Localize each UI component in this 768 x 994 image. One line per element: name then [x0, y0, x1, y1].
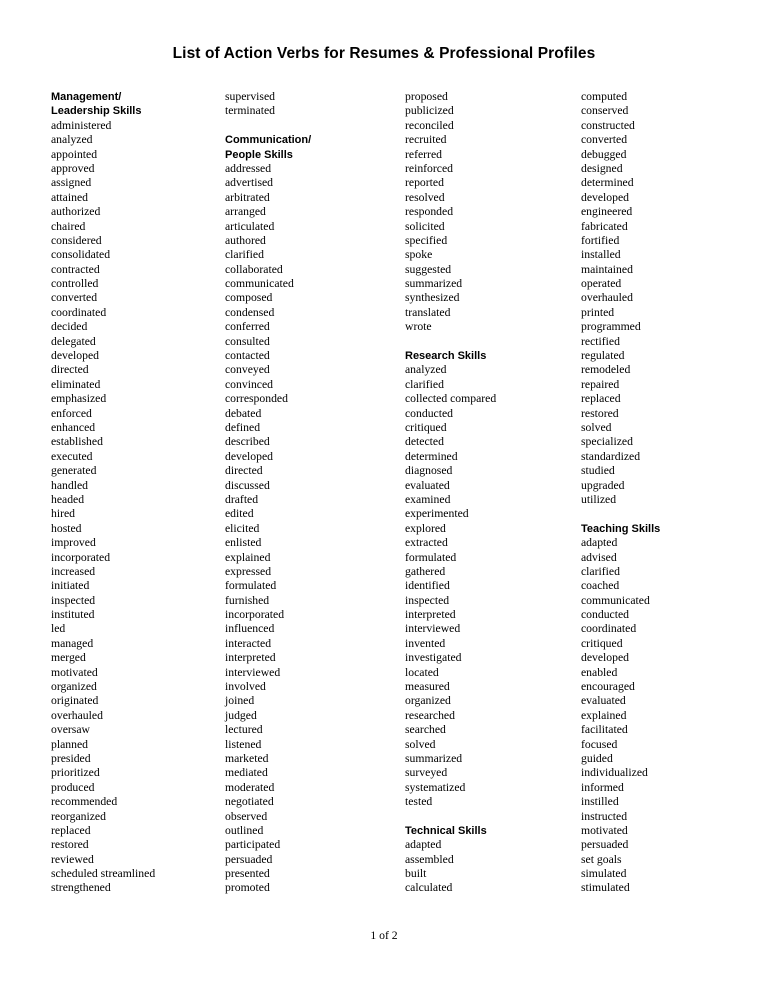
verb-item: interpreted — [405, 608, 456, 622]
verb-item: invented — [405, 636, 446, 650]
verb-item: instituted — [51, 608, 95, 622]
verb-item: printed — [581, 305, 615, 319]
verb-item: instructed — [581, 809, 628, 823]
verb-column-2 — [225, 90, 311, 896]
verb-item: increased — [51, 564, 96, 578]
verb-item: collaborated — [225, 262, 283, 276]
verb-item: replaced — [581, 392, 621, 406]
verb-item: participated — [225, 838, 281, 852]
verb-item: reinforced — [405, 161, 454, 175]
verb-item: explained — [225, 550, 271, 564]
verb-item: specialized — [581, 435, 633, 449]
verb-item: consulted — [225, 334, 270, 348]
verb-item: simulated — [581, 867, 627, 881]
verb-item: edited — [225, 507, 254, 521]
verb-item: discussed — [225, 478, 270, 492]
verb-item: fabricated — [581, 219, 628, 233]
verb-item: engineered — [581, 205, 633, 219]
section-header: Research Skills — [405, 350, 487, 363]
verb-item: summarized — [405, 751, 463, 765]
verb-item: developed — [225, 449, 274, 463]
verb-item: developed — [581, 651, 630, 665]
verb-item: guided — [581, 751, 613, 765]
verb-item: specified — [405, 233, 448, 247]
verb-item: experimented — [405, 507, 469, 521]
verb-item: solicited — [405, 219, 445, 233]
verb-item: joined — [225, 694, 255, 708]
verb-item: conferred — [225, 320, 270, 334]
verb-item: improved — [51, 536, 96, 550]
verb-item: marketed — [225, 751, 269, 765]
verb-item: determined — [405, 449, 458, 463]
verb-item: negotiated — [225, 795, 274, 809]
verb-item: attained — [51, 190, 88, 204]
verb-item: organized — [405, 694, 451, 708]
verb-item: appointed — [51, 147, 98, 161]
verb-item: emphasized — [51, 392, 107, 406]
verb-item: produced — [51, 780, 95, 794]
verb-item: hosted — [51, 521, 82, 535]
verb-item: executed — [51, 449, 93, 463]
verb-item: composed — [225, 291, 273, 305]
verb-item: interviewed — [405, 622, 461, 636]
verb-item: designed — [581, 161, 623, 175]
verb-item: adapted — [581, 536, 618, 550]
verb-item: corresponded — [225, 392, 288, 406]
verb-item: recommended — [51, 795, 118, 809]
verb-item: programmed — [581, 320, 641, 334]
verb-item: reported — [405, 176, 444, 190]
verb-item: summarized — [405, 277, 463, 291]
verb-item: inspected — [51, 593, 96, 607]
verb-item: persuaded — [225, 852, 273, 866]
verb-item: articulated — [225, 219, 275, 233]
verb-item: managed — [51, 636, 94, 650]
verb-item: rectified — [581, 334, 620, 348]
verb-item: identified — [405, 579, 450, 593]
verb-item: investigated — [405, 651, 462, 665]
verb-item: communicated — [225, 277, 294, 291]
verb-item: overhauled — [51, 708, 103, 722]
verb-item: constructed — [581, 118, 635, 132]
verb-item: collected compared — [405, 392, 497, 406]
verb-item: proposed — [405, 90, 448, 103]
verb-column-3 — [405, 90, 496, 896]
verb-item: evaluated — [405, 478, 450, 492]
verb-item: considered — [51, 233, 102, 247]
verb-item: prioritized — [51, 766, 100, 780]
verb-item: hired — [51, 507, 76, 521]
verb-item: supervised — [225, 90, 275, 103]
verb-item: analyzed — [51, 133, 93, 147]
verb-column-1 — [51, 90, 155, 896]
verb-item: critiqued — [405, 420, 447, 434]
verb-item: lectured — [225, 723, 263, 737]
verb-item: organized — [51, 680, 97, 694]
verb-item: administered — [51, 118, 112, 132]
verb-item: directed — [51, 363, 89, 377]
verb-item: resolved — [405, 190, 445, 204]
verb-item: encouraged — [581, 680, 635, 694]
verb-item: chaired — [51, 219, 86, 233]
verb-item: surveyed — [405, 766, 448, 780]
verb-item: informed — [581, 780, 624, 794]
verb-item: expressed — [225, 564, 272, 578]
verb-item: examined — [405, 492, 451, 506]
verb-item: interviewed — [225, 665, 281, 679]
verb-item: assembled — [405, 852, 454, 866]
verb-item: generated — [51, 464, 97, 478]
verb-item: gathered — [405, 564, 446, 578]
verb-item: advertised — [225, 176, 274, 190]
verb-item: facilitated — [581, 723, 628, 737]
verb-item: publicized — [405, 104, 454, 118]
verb-item: computed — [581, 90, 628, 103]
verb-item: headed — [51, 492, 85, 506]
verb-item: convinced — [225, 377, 274, 391]
verb-item: formulated — [225, 579, 277, 593]
verb-item: adapted — [405, 838, 442, 852]
verb-item: individualized — [581, 766, 648, 780]
verb-item: standardized — [581, 449, 641, 463]
verb-item: determined — [581, 176, 634, 190]
verb-item: set goals — [581, 852, 622, 866]
verb-item: consolidated — [51, 248, 111, 262]
verb-item: spoke — [405, 248, 433, 262]
verb-item: debugged — [581, 147, 627, 161]
verb-item: recruited — [405, 133, 447, 147]
verb-item: authorized — [51, 205, 101, 219]
verb-item: formulated — [405, 550, 457, 564]
verb-item: defined — [225, 420, 261, 434]
section-header: People Skills — [225, 148, 293, 161]
section-header: Leadership Skills — [51, 105, 142, 118]
verb-item: outlined — [225, 823, 264, 837]
verb-item: developed — [581, 190, 630, 204]
verb-item: solved — [405, 737, 436, 751]
verb-column-4 — [581, 90, 660, 896]
page-number: 1 of 2 — [370, 929, 398, 942]
spacer — [581, 507, 660, 521]
verb-item: furnished — [225, 593, 270, 607]
verb-item: explained — [581, 708, 627, 722]
verb-item: described — [225, 435, 270, 449]
verb-item: restored — [581, 406, 619, 420]
verb-item: judged — [225, 708, 257, 722]
verb-item: critiqued — [581, 636, 623, 650]
verb-item: coordinated — [581, 622, 637, 636]
verb-item: conserved — [581, 104, 629, 118]
verb-item: located — [405, 665, 439, 679]
verb-item: maintained — [581, 262, 633, 276]
section-header: Teaching Skills — [581, 522, 661, 535]
verb-item: controlled — [51, 277, 99, 291]
verb-item: replaced — [51, 823, 91, 837]
verb-item: measured — [405, 680, 450, 694]
verb-item: reviewed — [51, 852, 94, 866]
verb-item: led — [51, 622, 66, 636]
verb-item: interpreted — [225, 651, 276, 665]
verb-item: delegated — [51, 334, 96, 348]
verb-item: searched — [405, 723, 446, 737]
verb-item: analyzed — [405, 363, 447, 377]
verb-item: authored — [225, 233, 266, 247]
verb-item: referred — [405, 147, 442, 161]
verb-item: involved — [225, 680, 266, 694]
verb-item: condensed — [225, 305, 275, 319]
verb-item: developed — [51, 349, 100, 363]
verb-item: established — [51, 435, 103, 449]
verb-item: utilized — [581, 492, 617, 506]
verb-item: scheduled streamlined — [51, 867, 156, 881]
verb-item: wrote — [405, 320, 432, 334]
spacer — [405, 335, 496, 349]
verb-item: installed — [581, 248, 621, 262]
verb-item: persuaded — [581, 838, 629, 852]
verb-item: contracted — [51, 262, 100, 276]
verb-item: clarified — [225, 248, 264, 262]
verb-item: restored — [51, 838, 89, 852]
verb-item: listened — [225, 737, 262, 751]
verb-item: drafted — [225, 492, 259, 506]
verb-item: tested — [405, 795, 433, 809]
verb-item: promoted — [225, 881, 270, 895]
verb-item: initiated — [51, 579, 90, 593]
verb-item: originated — [51, 694, 99, 708]
verb-item: influenced — [225, 622, 275, 636]
verb-item: calculated — [405, 881, 453, 895]
verb-item: synthesized — [405, 291, 460, 305]
verb-item: solved — [581, 420, 612, 434]
verb-item: merged — [51, 651, 86, 665]
verb-item: built — [405, 867, 427, 881]
verb-item: diagnosed — [405, 464, 453, 478]
verb-item: studied — [581, 464, 615, 478]
verb-item: enhanced — [51, 420, 96, 434]
verb-item: conveyed — [225, 363, 270, 377]
verb-item: conducted — [405, 406, 454, 420]
verb-item: handled — [51, 478, 88, 492]
verb-item: responded — [405, 205, 454, 219]
verb-item: planned — [51, 737, 88, 751]
verb-item: translated — [405, 305, 451, 319]
verb-item: mediated — [225, 766, 268, 780]
page-title: List of Action Verbs for Resumes & Professional Profiles — [172, 45, 596, 62]
verb-item: enforced — [51, 406, 92, 420]
verb-item: presided — [51, 751, 91, 765]
verb-item: oversaw — [51, 723, 90, 737]
verb-item: focused — [581, 737, 618, 751]
verb-item: converted — [51, 291, 98, 305]
verb-item: moderated — [225, 780, 275, 794]
verb-item: systematized — [405, 780, 466, 794]
verb-item: presented — [225, 867, 270, 881]
verb-item: regulated — [581, 349, 625, 363]
verb-item: instilled — [581, 795, 619, 809]
verb-item: observed — [225, 809, 268, 823]
verb-item: assigned — [51, 176, 92, 190]
verb-item: remodeled — [581, 363, 631, 377]
spacer — [225, 119, 311, 133]
verb-item: evaluated — [581, 694, 626, 708]
verb-item: clarified — [581, 564, 620, 578]
verb-item: incorporated — [51, 550, 111, 564]
verb-item: overhauled — [581, 291, 633, 305]
verb-item: approved — [51, 161, 95, 175]
verb-item: inspected — [405, 593, 450, 607]
verb-item: detected — [405, 435, 444, 449]
section-header: Communication/ — [225, 134, 312, 147]
verb-item: clarified — [405, 377, 444, 391]
verb-item: upgraded — [581, 478, 625, 492]
verb-item: terminated — [225, 104, 275, 118]
section-header: Technical Skills — [405, 824, 487, 837]
verb-item: enabled — [581, 665, 618, 679]
spacer — [405, 810, 496, 824]
verb-item: conducted — [581, 608, 630, 622]
verb-item: motivated — [581, 823, 628, 837]
verb-item: explored — [405, 521, 446, 535]
verb-item: motivated — [51, 665, 98, 679]
verb-item: extracted — [405, 536, 448, 550]
verb-item: stimulated — [581, 881, 630, 895]
verb-item: contacted — [225, 349, 270, 363]
verb-item: reconciled — [405, 118, 454, 132]
section-header: Management/ — [51, 91, 122, 103]
verb-item: repaired — [581, 377, 620, 391]
verb-item: researched — [405, 708, 455, 722]
verb-item: strengthened — [51, 881, 111, 895]
verb-item: directed — [225, 464, 263, 478]
verb-item: fortified — [581, 233, 620, 247]
verb-item: coached — [581, 579, 620, 593]
verb-item: arranged — [225, 205, 266, 219]
verb-item: coordinated — [51, 305, 107, 319]
verb-item: suggested — [405, 262, 452, 276]
verb-item: incorporated — [225, 608, 285, 622]
verb-item: debated — [225, 406, 262, 420]
verb-item: converted — [581, 133, 628, 147]
verb-item: advised — [581, 550, 617, 564]
verb-item: operated — [581, 277, 622, 291]
verb-item: communicated — [581, 593, 650, 607]
verb-item: arbitrated — [225, 190, 270, 204]
verb-item: elicited — [225, 521, 260, 535]
verb-item: eliminated — [51, 377, 101, 391]
verb-item: reorganized — [51, 809, 106, 823]
verb-item: enlisted — [225, 536, 262, 550]
verb-item: decided — [51, 320, 88, 334]
verb-item: addressed — [225, 161, 272, 175]
verb-item: interacted — [225, 636, 272, 650]
